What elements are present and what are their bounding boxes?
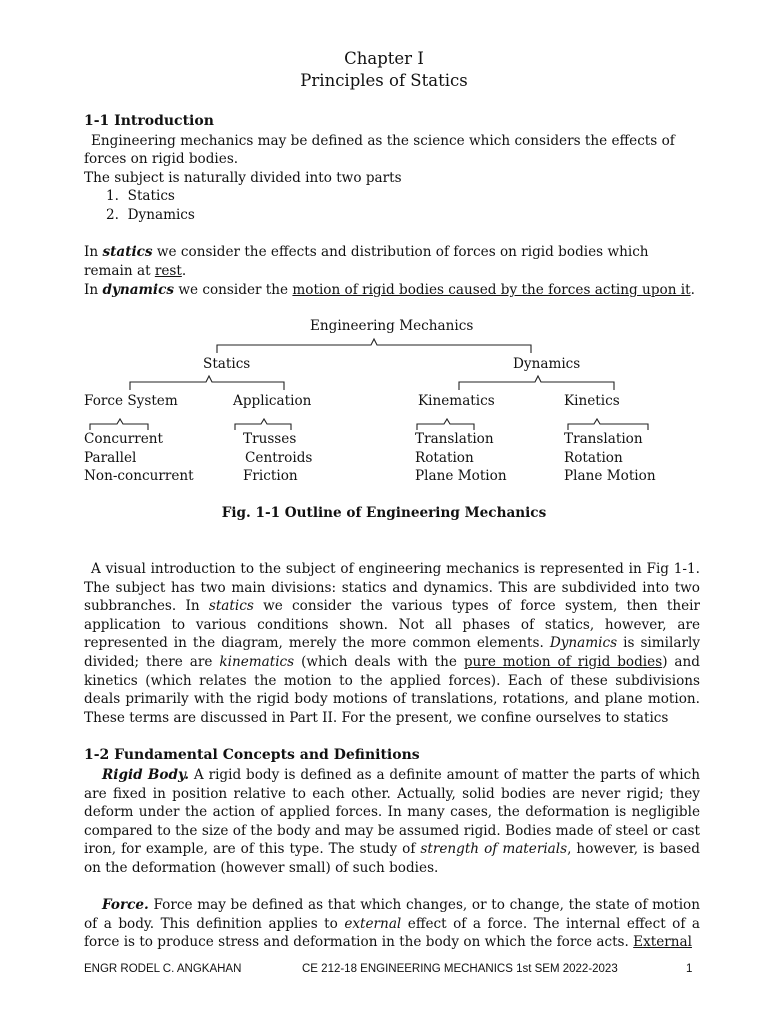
- list-item-label: Dynamics: [127, 207, 195, 223]
- text: ) and kinetics (which relates the motion to the applied forces). Each of these subdivisions deals primarily with the rigid body motions of translations, rotations, and plane motion. These terms are discussed in Part II. For the present, we confine ourselves to statics: [84, 653, 700, 726]
- text: , however, is based on the deformation (however small) of such bodies.: [84, 841, 700, 876]
- leaf-item: Centroids: [245, 449, 313, 466]
- brace-dynamics: [459, 376, 614, 390]
- chapter-number: Chapter I: [344, 49, 424, 68]
- leaf-item: Rotation: [564, 449, 623, 466]
- leaf-item: Translation: [564, 431, 643, 447]
- statics-italic: statics: [208, 598, 254, 615]
- period: .: [690, 282, 695, 298]
- force-label: Force.: [102, 897, 149, 913]
- statics-text: we consider the effects and distribution of forces on rigid bodies which: [156, 244, 649, 260]
- application-items: [243, 430, 312, 486]
- intro-line-3: The subject is naturally divided into two parts: [84, 170, 402, 186]
- section-heading-fundamentals: 1-2 Fundamental Concepts and Definitions: [84, 747, 420, 763]
- footer-author: ENGR RODEL C. ANGKAHAN: [84, 963, 242, 975]
- list-item-dynamics: 2. Dynamics: [106, 207, 195, 223]
- list-item-statics: 1. Statics: [106, 188, 175, 204]
- brace-kinetics: [568, 419, 648, 430]
- brace-statics: [130, 376, 284, 390]
- leaf-item: Non-concurrent: [84, 468, 194, 485]
- node-force-system: Force System: [84, 393, 178, 409]
- leaf-item: Parallel: [84, 449, 137, 466]
- brace-application: [235, 419, 291, 430]
- leaf-item: Rotation: [415, 449, 474, 466]
- leaf-item: Plane Motion: [415, 468, 507, 485]
- leaf-item: Plane Motion: [564, 468, 656, 485]
- intro-line-2: forces on rigid bodies.: [84, 151, 239, 167]
- strength-of-materials-italic: strength of materials: [420, 841, 568, 858]
- paragraph-visual-introduction: [84, 560, 700, 727]
- list-item-label: Statics: [127, 188, 175, 204]
- footer-course: CE 212-18 ENGINEERING MECHANICS 1st SEM 2022-2023: [302, 963, 618, 975]
- prefix: In: [84, 244, 99, 260]
- brace-root: [217, 339, 531, 353]
- intro-line-1: Engineering mechanics may be defined as the science which considers the effects of: [91, 133, 675, 149]
- section-heading-introduction: 1-1 Introduction: [84, 113, 214, 129]
- brace-kinematics: [417, 419, 474, 430]
- dynamics-term: dynamics: [102, 282, 175, 298]
- period: .: [181, 263, 187, 279]
- rest-term: rest: [154, 263, 182, 279]
- statics-term: statics: [102, 244, 153, 260]
- kinematics-italic: kinematics: [219, 653, 295, 670]
- footer-page-number: 1: [686, 963, 693, 975]
- node-kinetics: Kinetics: [564, 393, 620, 409]
- external-italic: external: [344, 915, 402, 932]
- figure-caption: Fig. 1-1 Outline of Engineering Mechanics: [221, 505, 547, 521]
- node-dynamics: Dynamics: [513, 356, 581, 372]
- dynamics-italic: Dynamics: [549, 635, 618, 652]
- text: A rigid body is defined as a definite amount of matter the parts of which are fixed in position relative to each other. Actually, solid bodies are never rigid; they deform under the action of applied forces. In many cases, the deformation is negligible compared to the size of the body and may be assumed rigid. Bodies made of steel or cast iron, for example, are of this type. The study of: [84, 767, 700, 858]
- leaf-item: Trusses: [243, 431, 297, 447]
- chapter-title: Principles of Statics: [300, 71, 468, 90]
- external-underlined: External: [633, 934, 692, 951]
- text: (which deals with the: [301, 653, 457, 670]
- dynamics-text: we consider the: [178, 282, 289, 298]
- rigid-body-label: Rigid Body.: [102, 767, 190, 783]
- leaf-item: Translation: [415, 431, 494, 447]
- node-engineering-mechanics: Engineering Mechanics: [310, 318, 474, 334]
- kinematics-items: [415, 430, 507, 486]
- node-statics: Statics: [203, 356, 251, 372]
- kinetics-items: [564, 430, 656, 486]
- text: A visual introduction to the subject of engineering mechanics is represented in Fig 1-1. The subject has two main divisions: statics and dynamics. This are subdivided into two subbranches. In: [84, 561, 700, 615]
- brace-force-system: [90, 419, 148, 430]
- text: Force may be defined as that which changes, or to change, the state of motion of a body. This definition applies to: [84, 897, 700, 932]
- node-kinematics: Kinematics: [418, 393, 495, 409]
- paragraph-force: [84, 896, 700, 952]
- text: is similarly divided; there are: [84, 635, 700, 670]
- dynamics-underlined: motion of rigid bodies caused by the forces acting upon it: [292, 282, 691, 298]
- leaf-item: Concurrent: [84, 431, 163, 447]
- force-system-items: [84, 430, 194, 486]
- node-application: Application: [233, 393, 312, 409]
- remain-at-text: remain at: [84, 263, 151, 279]
- pure-motion-underlined: pure motion of rigid bodies: [463, 653, 663, 670]
- leaf-item: Friction: [243, 468, 298, 485]
- paragraph-rigid-body: [84, 766, 700, 878]
- prefix: In: [84, 282, 99, 298]
- text: effect of a force. The internal effect of a force is to produce stress and deformation in the body on which the force acts.: [84, 915, 701, 951]
- text: we consider the various types of force system, then their application to various conditions shown. Not all phases of statics, however, are represented in the diagram, merely the more common elements.: [84, 598, 700, 652]
